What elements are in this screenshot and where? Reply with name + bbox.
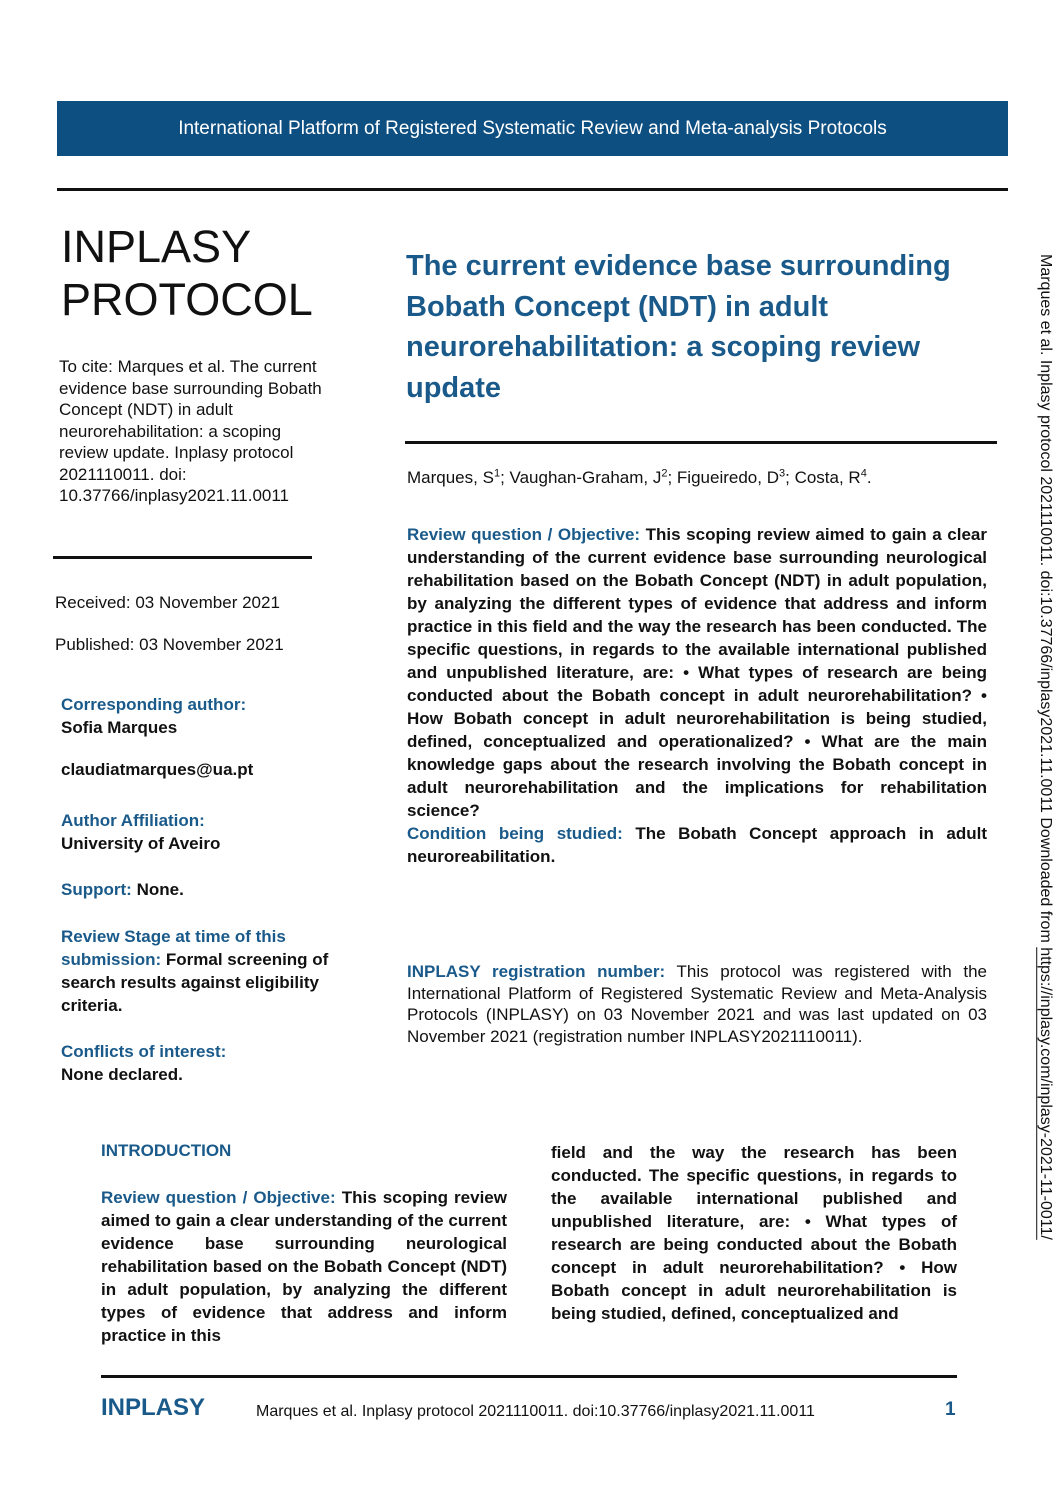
registration-info — [407, 961, 987, 1047]
abstract — [407, 523, 987, 868]
author-3: Figueiredo, $D^3$; — [676, 467, 795, 487]
conflicts-label: Conflicts of interest: — [61, 1042, 227, 1061]
protocol-title — [61, 220, 313, 326]
intro-objective-label: Review question / Objective: — [101, 1188, 336, 1207]
author-2: Vaughan-Graham, $J^2$; — [509, 467, 677, 487]
author-list — [407, 467, 872, 488]
paper-title: The current evidence base surrounding Bobath Concept (NDT) in adult neurorehabilitation: a scoping review update — [406, 250, 951, 404]
title-rule — [405, 441, 997, 444]
platform-banner — [57, 101, 1008, 156]
stage-value: Formal screening of search results against eligibility criteria. — [61, 950, 329, 1015]
introduction-left-column — [101, 1186, 507, 1347]
corresponding-label: Corresponding author: — [61, 695, 247, 714]
received-date: Received: 03 November 2021 — [55, 593, 280, 612]
affiliation-value: University of Aveiro — [61, 834, 221, 853]
registration-label: INPLASY registration number: — [407, 962, 666, 981]
page-number: 1 — [945, 1399, 956, 1420]
author-1: Marques, $S^1$; — [407, 467, 510, 487]
footer-brand: INPLASY — [101, 1394, 206, 1421]
introduction-heading: INTRODUCTION — [101, 1141, 232, 1160]
registration-text: This protocol was registered with the International Platform of Registered Systematic Review and Meta-Analysis Protocols (INPLASY) on 03 November 2021 and was last updated on 03 November 2021 (registration number INPLASY2021110011). — [407, 962, 987, 1046]
footer-citation: Marques et al. Inplasy protocol 2021110011. doi:10.37766/inplasy2021.11.0011 — [256, 1403, 815, 1420]
condition-paragraph — [407, 822, 987, 868]
author-affiliation — [61, 809, 351, 855]
conflicts-value: None declared. — [61, 1065, 183, 1084]
author-4: Costa, $R^4$. — [794, 467, 872, 487]
published-date: Published: 03 November 2021 — [55, 635, 284, 654]
protocol-title-line-1: INPLASY — [61, 221, 252, 272]
author-email[interactable]: claudiatmarques@ua.pt — [61, 760, 254, 779]
affiliation-label: Author Affiliation: — [61, 811, 205, 830]
stage-label: Review Stage at time of this submission: — [61, 927, 286, 969]
introduction-right-column: field and the way the research has been conducted. The specific questions, in regards to the available international published and unpublished literature, are: • What types of research are being conducted about the Bobath concept in adult neurorehabilitation? • How Bobath concept in adult neurorehabilitation is being studied, defined, conceptualized and — [551, 1143, 957, 1323]
left-rule — [53, 556, 312, 559]
support-value: None. — [136, 880, 184, 899]
side-download-note — [1036, 254, 1054, 1240]
corresponding-name: Sofia Marques — [61, 718, 178, 737]
objective-text: This scoping review aimed to gain a clear understanding of the current evidence base surrounding neurological rehabilitation based on the Bobath Concept (NDT) in adult population, by analyzing the different types of evidence that address and inform practice in this field and the way the research has been conducted. The specific questions, in regards to the available international published and unpublished literature, are: • What types of research are being conducted about the Bobath concept in adult neurorehabilitation? • How Bobath concept in adult neurorehabilitation is being studied, defined, conceptualized and operationalized? • What are the main knowledge gaps about the research involving the Bobath concept in adult neurorehabilitation and the implications for rehabilitation science? — [407, 525, 987, 820]
objective-label: Review question / Objective: — [407, 525, 641, 544]
review-stage — [61, 925, 346, 1017]
objective-paragraph — [407, 523, 987, 822]
conflicts-of-interest — [61, 1040, 351, 1086]
footer-rule — [101, 1375, 957, 1378]
protocol-title-line-2: PROTOCOL — [61, 274, 313, 325]
banner-text: International Platform of Registered Systematic Review and Meta-analysis Protocols — [178, 117, 887, 139]
condition-label: Condition being studied: — [407, 824, 623, 843]
top-rule — [57, 188, 1008, 191]
support-label: Support: — [61, 880, 132, 899]
corresponding-author — [61, 693, 351, 781]
support — [61, 878, 351, 901]
citation: To cite: Marques et al. The current evidence base surrounding Bobath Concept (NDT) in adult neurorehabilitation: a scoping review update. Inplasy protocol 2021110011. doi: 10.37766/inplasy2021.11.0011 — [59, 357, 322, 505]
side-url-link[interactable]: https://inplasy.com/inplasy-2021-11-0011/ — [1037, 947, 1054, 1240]
condition-text: The Bobath Concept approach in adult neuroreabilitation. — [407, 824, 987, 866]
intro-left-text: This scoping review aimed to gain a clear understanding of the current evidence base surrounding neurological rehabilitation based on the Bobath Concept (NDT) in adult population, by analyzing the different types of evidence that address and inform practice in this — [101, 1188, 507, 1345]
side-text: Marques et al. Inplasy protocol 2021110011. doi:10.37766/inplasy2021.11.0011 Downloaded from — [1037, 254, 1054, 948]
